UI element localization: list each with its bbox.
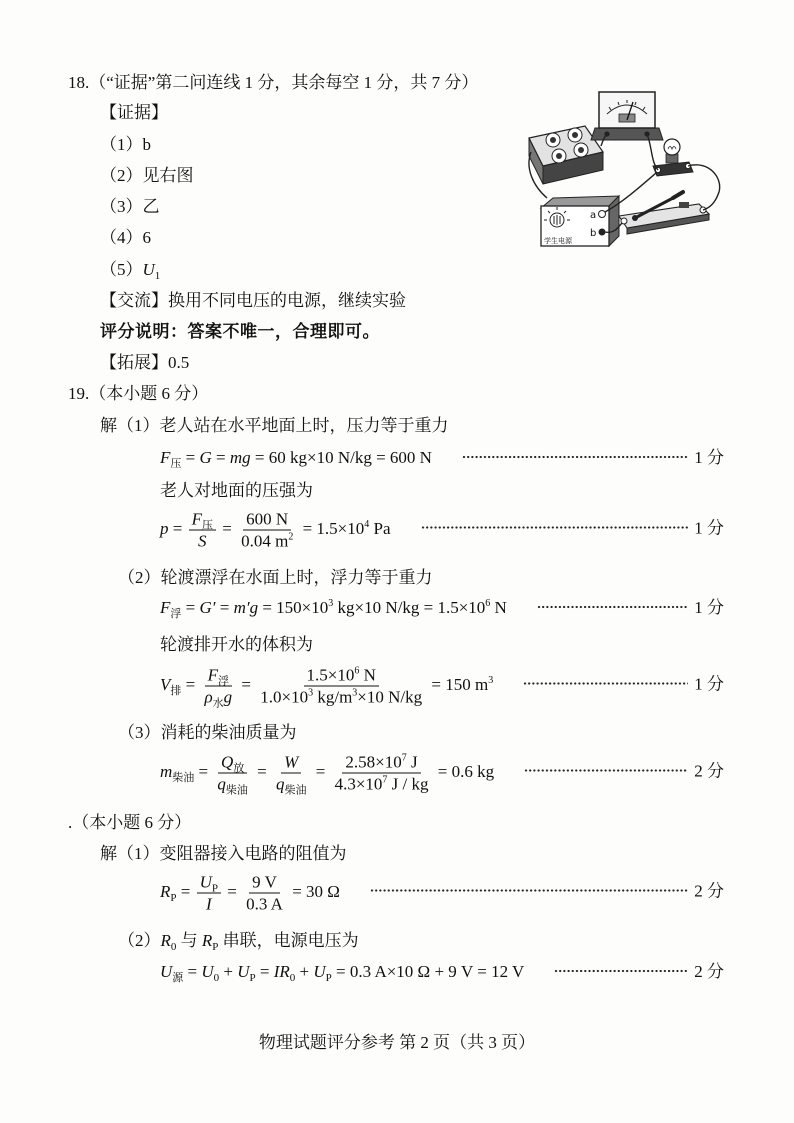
exponent: 6 bbox=[485, 598, 491, 609]
denominator bbox=[203, 894, 215, 915]
numerator bbox=[189, 509, 216, 531]
operator: + bbox=[219, 962, 238, 981]
operator: = bbox=[211, 448, 230, 467]
subscript: P bbox=[211, 882, 219, 895]
denominator bbox=[238, 531, 296, 552]
subscript: 柴油 bbox=[225, 784, 248, 797]
subscript: 浮 bbox=[218, 675, 230, 688]
score: 2 分 bbox=[694, 761, 724, 781]
value: ×10 N/kg bbox=[357, 687, 423, 707]
q19-heading: 19.（本小题 6 分） bbox=[68, 384, 209, 403]
operator: = bbox=[181, 448, 200, 467]
subscript: 水 bbox=[212, 697, 224, 710]
exponent: 3 bbox=[488, 674, 494, 686]
subscript: 浮 bbox=[170, 608, 182, 620]
operator: = bbox=[252, 761, 271, 781]
q19-part3-text: （3）消耗的柴油质量为 bbox=[118, 723, 297, 742]
unit: N bbox=[359, 665, 376, 685]
numerator bbox=[281, 752, 301, 774]
exponent: 7 bbox=[401, 752, 407, 764]
var-U: U bbox=[201, 962, 214, 981]
dot-leader bbox=[537, 603, 688, 613]
subscript: P bbox=[249, 972, 256, 984]
numerator bbox=[304, 665, 379, 687]
operator: = bbox=[168, 518, 187, 538]
var-W: W bbox=[284, 752, 299, 772]
denominator bbox=[332, 774, 432, 795]
score: 1 分 bbox=[694, 674, 724, 694]
circuit-figure bbox=[523, 86, 727, 252]
unit: J bbox=[406, 752, 418, 772]
var-rho: ρ bbox=[204, 687, 213, 707]
fraction bbox=[332, 752, 432, 795]
exponent: 7 bbox=[382, 774, 388, 786]
operator: = bbox=[255, 962, 274, 981]
operator: = bbox=[181, 674, 200, 694]
var-m: m bbox=[160, 761, 173, 781]
q18-extension: 【拓展】0.5 bbox=[100, 353, 190, 372]
var-R: R bbox=[201, 931, 213, 950]
var-g: g bbox=[223, 687, 233, 707]
denominator bbox=[201, 687, 235, 708]
fraction bbox=[238, 509, 296, 552]
var-G: G bbox=[199, 448, 212, 467]
subscript: 1 bbox=[154, 270, 161, 282]
var-U: U bbox=[237, 962, 250, 981]
subscript: 0 bbox=[170, 941, 177, 953]
var-F: F bbox=[160, 448, 171, 467]
var-IR: IR bbox=[273, 962, 290, 981]
dot-leader bbox=[554, 967, 688, 977]
var-R: R bbox=[160, 881, 171, 901]
denominator bbox=[195, 531, 210, 552]
formula-pressure bbox=[160, 509, 724, 552]
formula-pressure-force bbox=[160, 446, 724, 470]
light-bulb bbox=[653, 139, 693, 176]
q19-part2-text2: 轮渡排开水的体积为 bbox=[160, 635, 313, 654]
dot-leader bbox=[370, 887, 688, 897]
unit: J / kg bbox=[387, 774, 429, 794]
operator: = bbox=[194, 761, 213, 781]
var-F: F bbox=[207, 665, 219, 685]
text: 与 bbox=[176, 931, 202, 950]
formula-source-voltage bbox=[160, 960, 724, 984]
exponent: 6 bbox=[354, 665, 360, 677]
exponent: 3 bbox=[308, 687, 314, 699]
formula-expression bbox=[160, 446, 432, 470]
formula-expression bbox=[160, 872, 340, 915]
unit: kg/m bbox=[313, 687, 353, 707]
var-q: q bbox=[217, 774, 226, 794]
fraction bbox=[273, 752, 310, 795]
var-p: p bbox=[160, 518, 169, 538]
formula-rest: = 0.3 A×10 Ω + 9 V = 12 V bbox=[331, 962, 525, 981]
q18-heading: 18.（“证据”第二问连线 1 分，其余每空 1 分，共 7 分） bbox=[68, 73, 479, 92]
q19-part2-text: （2）轮渡漂浮在水面上时，浮力等于重力 bbox=[118, 568, 433, 587]
fraction bbox=[197, 872, 221, 915]
exponent: 4 bbox=[364, 518, 370, 530]
score: 1 分 bbox=[694, 598, 724, 617]
value: 2.58×10 bbox=[345, 752, 402, 772]
formula-rest: = 150 m bbox=[427, 674, 489, 694]
power-supply-label: 学生电源 bbox=[544, 237, 572, 245]
operator: = bbox=[217, 518, 237, 538]
exponent: 3 bbox=[328, 598, 334, 609]
q18-answer-3: （3）乙 bbox=[100, 197, 160, 216]
score: 1 分 bbox=[694, 518, 724, 538]
numerator bbox=[342, 752, 420, 774]
exponent: 2 bbox=[288, 531, 294, 543]
power-supply bbox=[541, 196, 619, 246]
q18-answer-4: （4）6 bbox=[100, 228, 151, 247]
numerator bbox=[197, 872, 221, 894]
subscript: 排 bbox=[170, 684, 182, 697]
subscript: 柴油 bbox=[284, 784, 307, 797]
score: 1 分 bbox=[694, 448, 724, 467]
fraction bbox=[201, 665, 235, 708]
formula-rest: = 30 Ω bbox=[287, 881, 340, 901]
denominator: 0.3 A bbox=[246, 894, 283, 914]
var-mg: mg bbox=[229, 448, 251, 467]
subscript: 放 bbox=[233, 762, 245, 775]
numerator: 600 N bbox=[243, 509, 291, 531]
q18-scoring-note: 评分说明：答案不唯一，合理即可。 bbox=[100, 322, 380, 341]
q20-part1-text: 解（1）变阻器接入电路的阻值为 bbox=[100, 844, 347, 863]
var-S: S bbox=[198, 531, 207, 551]
var-I: I bbox=[205, 894, 212, 914]
var-q: q bbox=[275, 774, 285, 794]
operator: = bbox=[311, 761, 330, 781]
exponent: 3 bbox=[352, 687, 358, 699]
q18-answer-1: （1）b bbox=[100, 135, 151, 154]
subscript: 源 bbox=[172, 972, 184, 984]
dot-leader bbox=[421, 524, 689, 534]
answer-number: （5） bbox=[100, 260, 143, 279]
formula-rest: kg×10 N/kg = 1.5×10 bbox=[333, 598, 486, 617]
formula-rheostat-resistance bbox=[160, 872, 724, 915]
unit: Pa bbox=[369, 518, 391, 538]
var-V: V bbox=[160, 674, 171, 694]
formula-rest: = 0.6 kg bbox=[433, 761, 495, 781]
denominator bbox=[214, 774, 251, 795]
operator: = bbox=[176, 881, 195, 901]
fraction bbox=[214, 752, 251, 795]
formula-displaced-volume bbox=[160, 665, 724, 708]
var-U: U bbox=[160, 962, 173, 981]
q19-part1-text2: 老人对地面的压强为 bbox=[160, 481, 313, 500]
denominator bbox=[257, 687, 425, 708]
q18-exchange: 【交流】换用不同电压的电源，继续实验 bbox=[100, 291, 406, 310]
operator: = bbox=[183, 962, 202, 981]
subscript: P bbox=[170, 891, 177, 904]
formula-buoyancy bbox=[160, 596, 724, 620]
denominator bbox=[273, 774, 310, 795]
resistance-box bbox=[529, 126, 603, 184]
formula-rest: = 60 kg×10 N/kg = 600 N bbox=[250, 448, 432, 467]
formula-diesel-mass bbox=[160, 752, 724, 795]
formula-expression bbox=[160, 596, 507, 620]
knife-switch bbox=[619, 192, 709, 234]
q18-evidence-label: 【证据】 bbox=[100, 103, 168, 122]
terminal-a-label: a bbox=[590, 210, 597, 221]
fraction bbox=[189, 509, 216, 552]
operator: = bbox=[181, 598, 200, 617]
q20-part2-text bbox=[118, 929, 359, 953]
numerator bbox=[205, 665, 232, 687]
subscript: P bbox=[325, 972, 332, 984]
var-G-prime: G′ bbox=[199, 598, 216, 617]
subscript: 压 bbox=[170, 458, 182, 470]
formula-expression bbox=[160, 960, 524, 984]
var-R: R bbox=[160, 931, 171, 950]
fraction bbox=[243, 872, 286, 915]
subscript: 柴油 bbox=[172, 771, 195, 784]
voltmeter bbox=[591, 92, 663, 140]
operator: = bbox=[237, 674, 256, 694]
var-U: U bbox=[313, 962, 326, 981]
formula-rest: = 150×10 bbox=[258, 598, 329, 617]
subscript: 压 bbox=[201, 519, 213, 532]
value: 0.04 m bbox=[241, 531, 289, 551]
formula-expression bbox=[160, 752, 494, 795]
part-number: （2） bbox=[118, 931, 161, 950]
subscript: P bbox=[212, 941, 219, 953]
value: 1.0×10 bbox=[260, 687, 309, 707]
score: 2 分 bbox=[694, 881, 724, 901]
operator: = bbox=[215, 598, 234, 617]
q18-answer-5 bbox=[100, 258, 160, 282]
dot-leader bbox=[523, 680, 688, 690]
terminal-b-label: b bbox=[590, 228, 597, 239]
value: 1.5×10 bbox=[306, 665, 355, 685]
text: 串联，电源电压为 bbox=[218, 931, 359, 950]
fraction bbox=[257, 665, 425, 708]
subscript: 0 bbox=[289, 972, 296, 984]
var-F: F bbox=[160, 598, 171, 617]
formula-expression bbox=[160, 509, 391, 552]
var-U: U bbox=[142, 260, 155, 279]
formula-rest: = 1.5×10 bbox=[298, 518, 365, 538]
value: 4.3×10 bbox=[334, 774, 383, 794]
operator: = bbox=[223, 881, 242, 901]
var-U: U bbox=[199, 872, 212, 892]
dot-leader bbox=[462, 453, 688, 463]
formula-expression bbox=[160, 665, 493, 708]
var-F: F bbox=[191, 509, 202, 529]
score: 2 分 bbox=[694, 962, 724, 981]
numerator: 9 V bbox=[249, 872, 280, 894]
subscript: 0 bbox=[213, 972, 220, 984]
dot-leader bbox=[524, 767, 688, 777]
var-mg-prime: m′g bbox=[233, 598, 259, 617]
page-footer: 物理试题评分参考 第 2 页（共 3 页） bbox=[258, 1033, 536, 1052]
unit: N bbox=[490, 598, 507, 617]
operator: + bbox=[295, 962, 314, 981]
numerator bbox=[218, 752, 247, 774]
q18-answer-2: （2）见右图 bbox=[100, 166, 194, 185]
q20-heading: .（本小题 6 分） bbox=[68, 813, 192, 832]
var-Q: Q bbox=[220, 752, 234, 772]
q19-part1-text: 解（1）老人站在水平地面上时，压力等于重力 bbox=[100, 416, 449, 435]
